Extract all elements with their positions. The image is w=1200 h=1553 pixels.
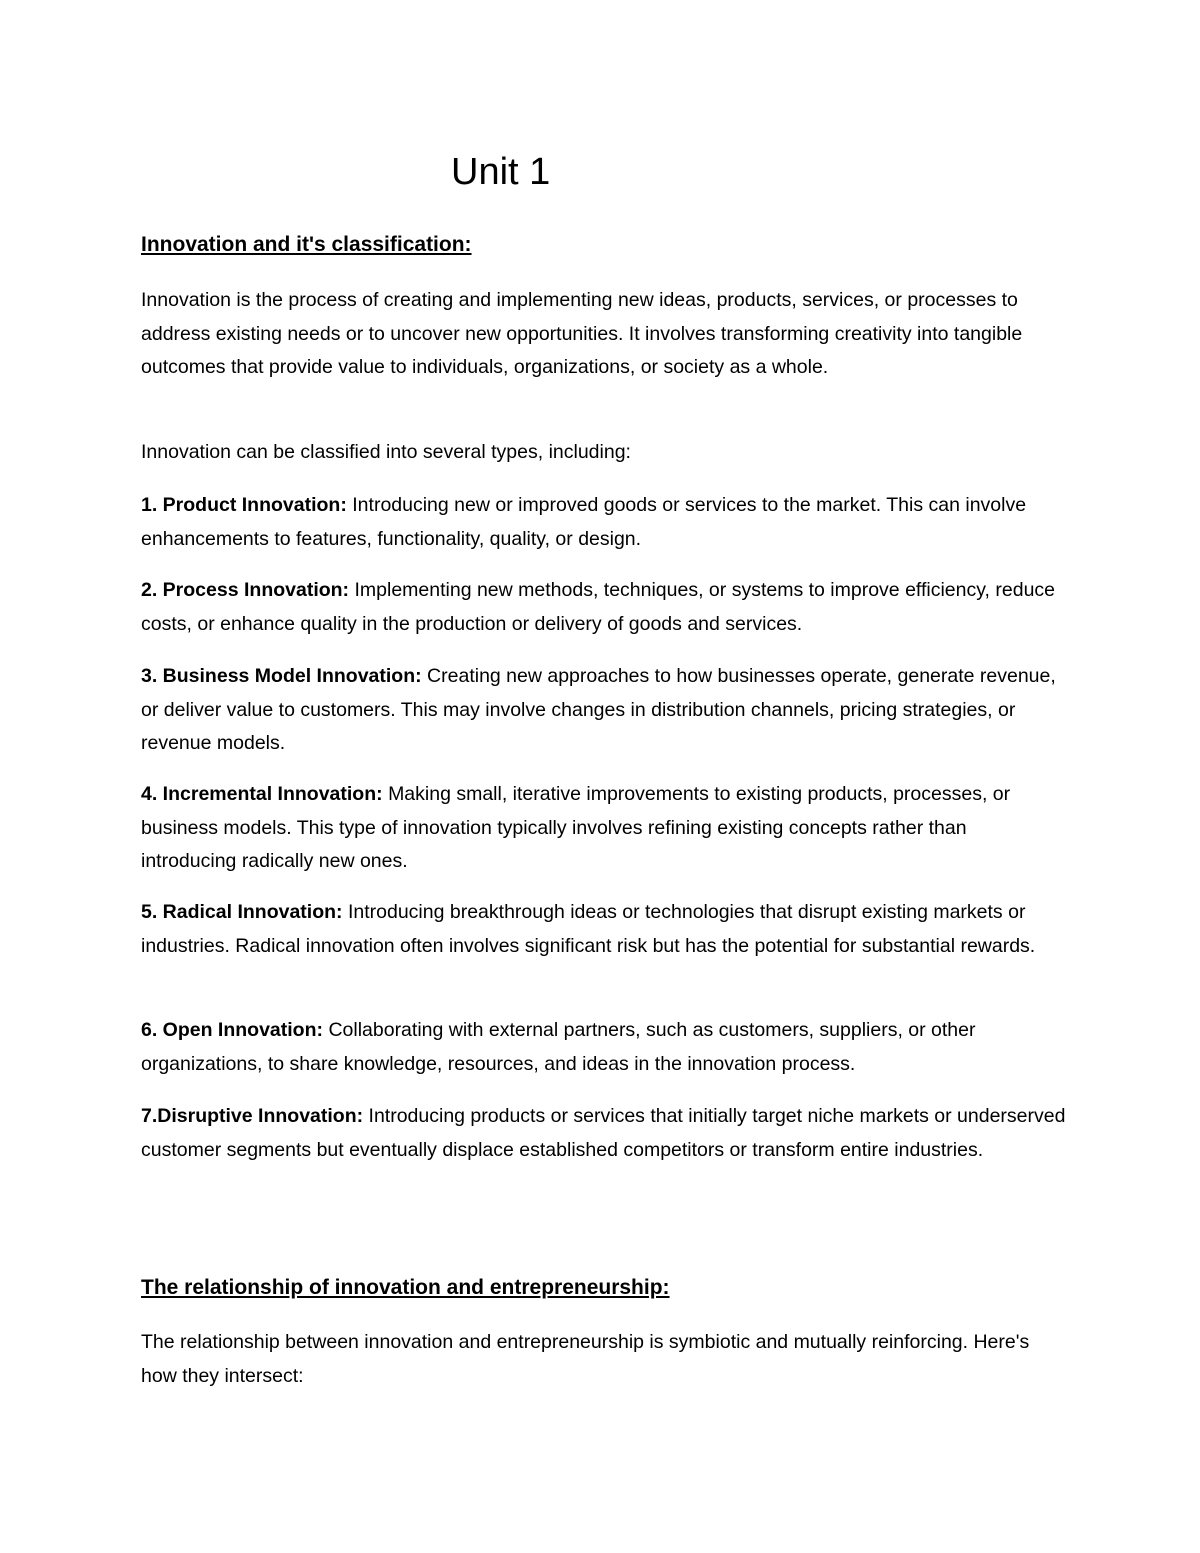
list-item-business-model-innovation: [141, 660, 1066, 761]
item-text: Collaborating with external partners, such as customers, suppliers, or other organizations, to share knowledge, resources, and ideas in the innovation process.: [141, 1019, 976, 1075]
page-title: Unit 1: [451, 151, 551, 193]
item-label: 2. Process Innovation:: [141, 579, 350, 601]
list-item-product-innovation: [141, 489, 1066, 556]
section-heading-classification: Innovation and it's classification:: [141, 233, 472, 256]
section-heading-relationship: The relationship of innovation and entrepreneurship:: [141, 1276, 670, 1299]
item-label: 1. Product Innovation:: [141, 494, 347, 516]
item-label: 3. Business Model Innovation:: [141, 665, 422, 687]
classification-lead-paragraph: Innovation can be classified into several types, including:: [141, 441, 631, 463]
item-text: Implementing new methods, techniques, or systems to improve efficiency, reduce costs, or enhance quality in the production or delivery of goods and services.: [141, 579, 1056, 635]
list-item-open-innovation: [141, 1014, 1066, 1081]
item-text: Making small, iterative improvements to existing products, processes, or business models. This type of innovation typically involves refining existing concepts rather than introducing radically new ones.: [141, 783, 1011, 872]
item-text: Introducing products or services that initially target niche markets or underserved customer segments but eventually displace established competitors or transform entire industries.: [141, 1105, 1066, 1161]
item-text: Introducing breakthrough ideas or technologies that disrupt existing markets or industries. Radical innovation often involves significant risk but has the potential for substantial rewards.: [141, 901, 1036, 957]
list-item-disruptive-innovation: [141, 1100, 1066, 1167]
relationship-paragraph: The relationship between innovation and entrepreneurship is symbiotic and mutually reinforcing. Here's how they intersect:: [141, 1331, 1030, 1387]
item-label: 7.Disruptive Innovation:: [141, 1105, 364, 1127]
item-text: Creating new approaches to how businesses operate, generate revenue, or deliver value to customers. This may involve changes in distribution channels, pricing strategies, or revenue models.: [141, 665, 1056, 754]
list-item-radical-innovation: [141, 896, 1066, 963]
item-text: Introducing new or improved goods or services to the market. This can involve enhancements to features, functionality, quality, or design.: [141, 494, 1027, 550]
item-label: 5. Radical Innovation:: [141, 901, 343, 923]
intro-paragraph: Innovation is the process of creating and implementing new ideas, products, services, or processes to address existing needs or to uncover new opportunities. It involves transforming creativity into tangible outcomes that provide value to individuals, organizations, or society as a whole.: [141, 289, 1023, 378]
item-label: 4. Incremental Innovation:: [141, 783, 383, 805]
list-item-incremental-innovation: [141, 778, 1066, 879]
item-label: 6. Open Innovation:: [141, 1019, 324, 1041]
list-item-process-innovation: [141, 574, 1066, 641]
